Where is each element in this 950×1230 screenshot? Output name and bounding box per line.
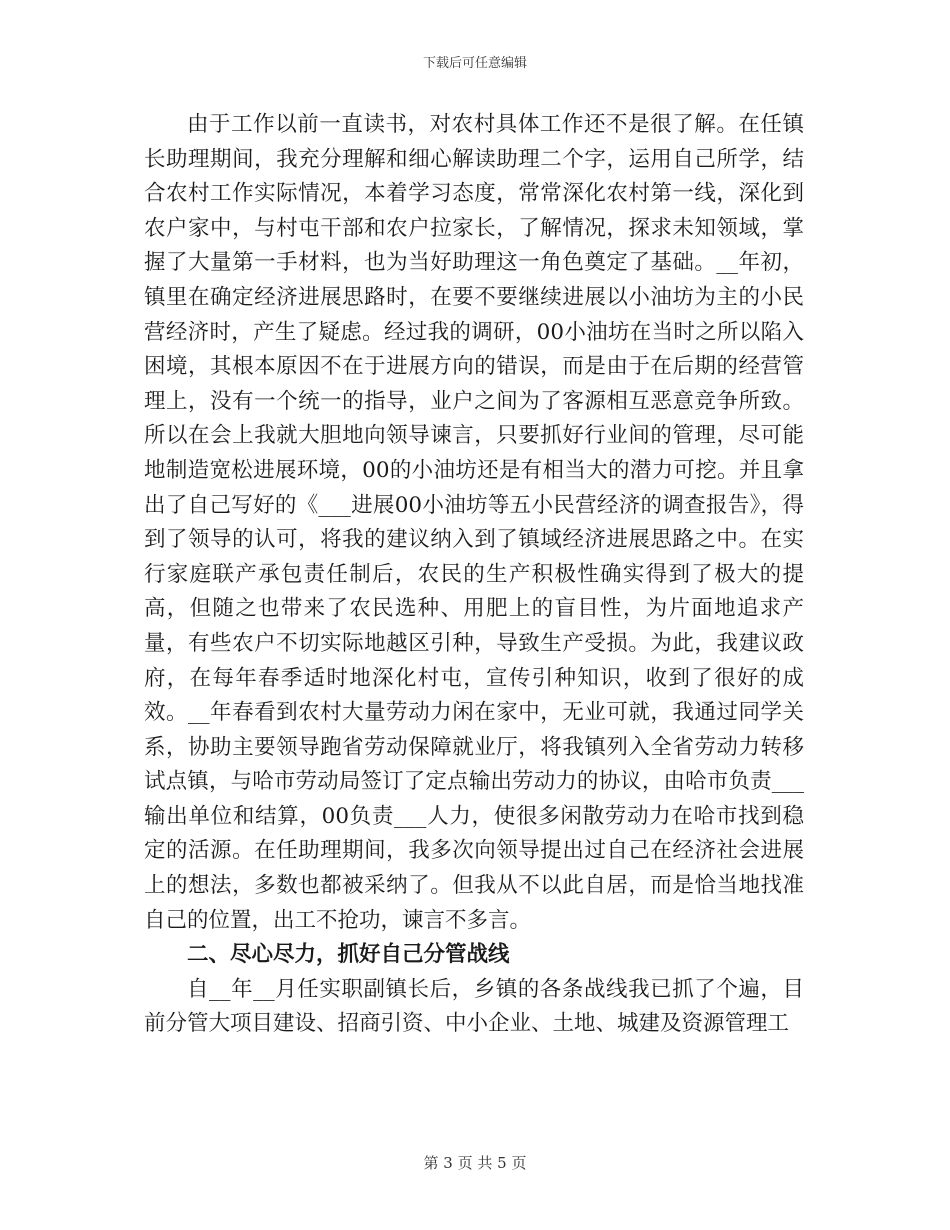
page-number-footer: 第 3 页 共 5 页 [423, 1154, 527, 1172]
page-header: 下载后可任意编辑 [422, 56, 527, 71]
document-body [144, 108, 804, 1042]
body-paragraph: 自__年__月任实职副镇长后，乡镇的各条战线我已抓了个遍，目前分管大项目建设、招商引资、中小企业、土地、城建及资源管理工 [144, 976, 804, 1037]
body-paragraph: 由于工作以前一直读书，对农村具体工作还不是很了解。在任镇长助理期间，我充分理解和细心解读助理二个字，运用自己所学，结合农村工作实际情况，本着学习态度，常常深化农村第一线，深化到农户家中，与村屯干部和农户拉家长，了解情况，探求未知领域，掌握了大量第一手材料，也为当好助理这一角色奠定了基础。__年初，镇里在确定经济进展思路时，在要不要继续进展以小油坊为主的小民营经济时，产生了疑虑。经过我的调研，00小油坊在当时之所以陷入困境，其根本原因不在于进展方向的错误，而是由于在后期的经营管理上，没有一个统一的指导，业户之间为了客源相互恶意竞争所致。所以在会上我就大胆地向领导谏言，只要抓好行业间的管理，尽可能地制造宽松进展环境，00的小油坊还是有相当大的潜力可挖。并且拿出了自己写好的《___进展00小油坊等五小民营经济的调查报告》，得到了领导的认可，将我的建议纳入到了镇域经济进展思路之中。在实行家庭联产承包责任制后，农民的生产积极性确实得到了极大的提高，但随之也带来了农民选种、用肥上的盲目性，为片面地追求产量，有些农户不切实际地越区引种，导致生产受损。为此，我建议政府，在每年春季适时地深化村屯，宣传引种知识，收到了很好的成效。__年春看到农村大量劳动力闲在家中，无业可就，我通过同学关系，协助主要领导跑省劳动保障就业厅，将我镇列入全省劳动力转移试点镇，与哈市劳动局签订了定点输出劳动力的协议，由哈市负责___输出单位和结算，00负责___人力，使很多闲散劳动力在哈市找到稳定的活源。在任助理期间，我多次向领导提出过自己在经济社会进展上的想法，多数也都被采纳了。但我从不以此自居，而是恰当地找准自己的位置，出工不抢功，谏言不多言。 [144, 112, 804, 933]
section-heading: 二、尽心尽力，抓好自己分管战线 [187, 942, 510, 968]
